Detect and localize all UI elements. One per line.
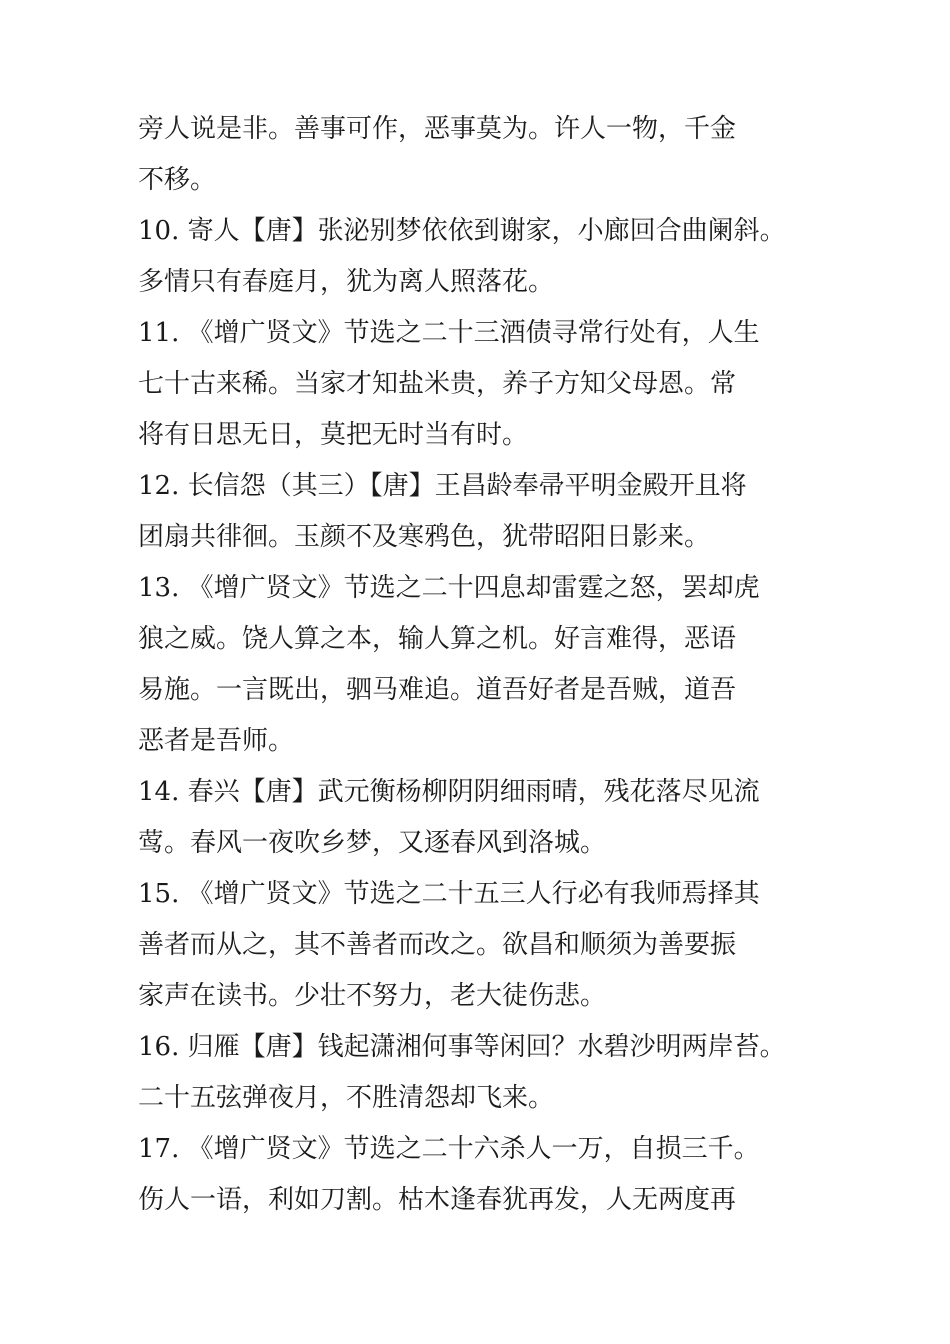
text-line: 不移。 [138,165,217,195]
text-line: 恶者是吾师。 [138,726,295,756]
text-line: 七十古来稀。当家才知盐米贵，养子方知父母恩。常 [138,369,737,399]
text-line: 将有日思无日，莫把无时当有时。 [138,420,529,450]
text-line: 旁人说是非。善事可作，恶事莫为。许人一物，千金 [138,114,737,144]
text-line: 二十五弦弹夜月，不胜清怨却飞来。 [138,1083,555,1113]
text-line: 17. 《增广贤文》节选之二十六杀人一万，自损三千。 [138,1134,760,1164]
text-line: 14. 春兴【唐】武元衡杨柳阴阴细雨晴，残花落尽见流 [138,777,760,807]
text-line: 家声在读书。少壮不努力，老大徒伤悲。 [138,981,607,1011]
text-line: 狼之威。饶人算之本，输人算之机。好言难得，恶语 [138,624,737,654]
text-line: 15. 《增广贤文》节选之二十五三人行必有我师焉择其 [138,879,760,909]
text-line: 10. 寄人【唐】张泌别梦依依到谢家，小廊回合曲阑斜。 [138,216,786,246]
text-line: 12. 长信怨（其三）【唐】王昌龄奉帚平明金殿开且将 [138,471,747,501]
text-line: 11. 《增广贤文》节选之二十三酒债寻常行处有，人生 [138,318,760,348]
text-line: 16. 归雁【唐】钱起潇湘何事等闲回？水碧沙明两岸苔。 [138,1032,786,1062]
text-line: 莺。春风一夜吹乡梦，又逐春风到洛城。 [138,828,607,858]
text-line: 易施。一言既出，驷马难追。道吾好者是吾贼，道吾 [138,675,737,705]
text-line: 善者而从之，其不善者而改之。欲昌和顺须为善要振 [138,930,737,960]
text-line: 13. 《增广贤文》节选之二十四息却雷霆之怒，罢却虎 [138,573,760,603]
document-body [138,104,838,1226]
text-line: 多情只有春庭月，犹为离人照落花。 [138,267,555,297]
text-line: 伤人一语，利如刀割。枯木逢春犹再发，人无两度再 [138,1185,737,1215]
text-line: 团扇共徘徊。玉颜不及寒鸦色，犹带昭阳日影来。 [138,522,711,552]
